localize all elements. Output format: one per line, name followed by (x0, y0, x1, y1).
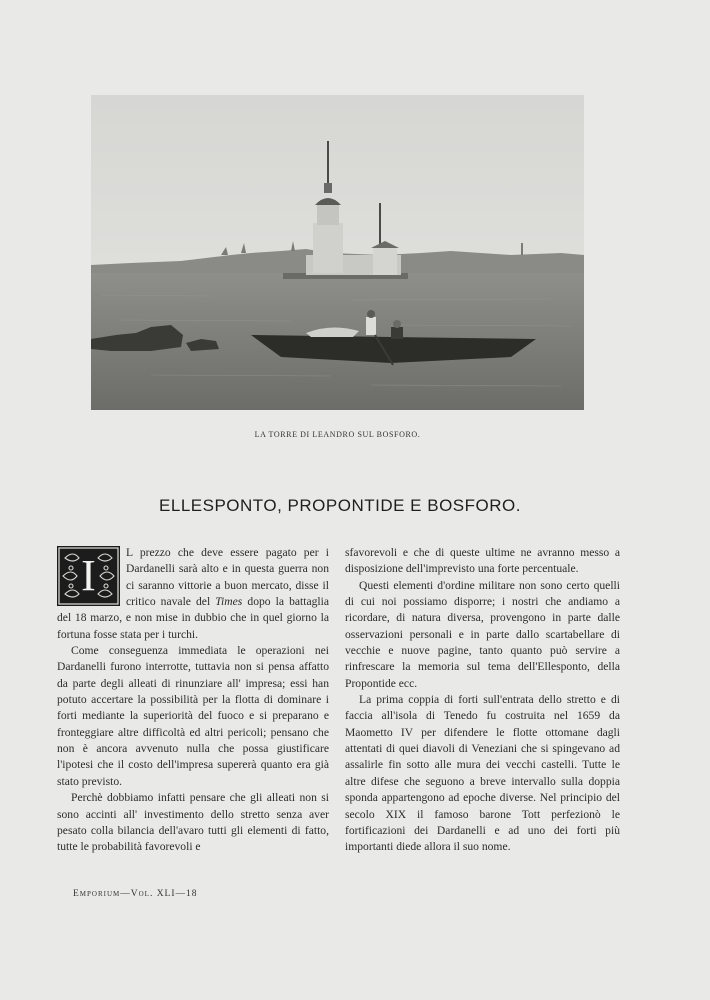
page-footer: Emporium—Vol. XLI—18 (73, 889, 198, 899)
paragraph-3-continued: sfavorevoli e che di queste ultime ne avranno messo a disposizione dell'imprevisto una forte percentuale. (345, 546, 620, 576)
paragraph-1-tail: dopo la battaglia del 18 marzo, e non mise in dubbio che in quel giorno la fortuna fosse stata per i turchi. (57, 595, 329, 641)
text-column-right (345, 545, 620, 856)
dropcap-letter: I (81, 551, 96, 600)
ornamental-dropcap (57, 546, 120, 606)
paragraph-3: Perchè dobbiamo infatti pensare che gli alleati non si sono accinti all' investimento dello stretto senza aver pesato colla bilancia dell'avaro tutti gli elementi di fatto, tutte le probabilità favorevoli e (57, 791, 329, 854)
photo-illustration (91, 95, 584, 410)
paragraph-2: Come conseguenza immediata le operazioni nei Dardanelli furono interrotte, tuttavia non si pensa affatto da parte degli alleati di rinunziare all' impresa; essi han potuto accertare la possibilità per la flotta di dominare i forti mediante la superiorità del fuoco e si preparano e fronteggiare altre difficoltà ed altri pericoli; pensano che non è ancora avvenuto nulla che possa giustificare l'ipotesi che il costo dell'impresa supererà quanto era già stato previsto. (57, 644, 329, 788)
text-column-left (57, 545, 329, 856)
paragraph-4: Questi elementi d'ordine militare non sono certo quelli di cui noi possiamo disporre; i nostri che andiamo a ricordare, di natura diversa, provengono in parte dalle osservazioni personali e in parte dallo scartabellare di vecchie e nuove pagine, tanto quanto può servire a rinfrescare la memoria sul tema dell'Ellesponto, della Propontide ecc. (345, 578, 620, 690)
times-italic: Times (215, 595, 243, 609)
photograph-leander-tower (91, 95, 584, 410)
paragraph-5: La prima coppia di forti sull'entrata dello stretto e di faccia all'isola di Tenedo fu costruita nel 1659 da Maometto IV per difendere le flotte ottomane dagli attentati di quei diavoli di Veneziani che si spingevano ad assalirle fin sotto alle mura dei vecchi castelli. Tutte le altre difese che seguono a breve intervallo sulla doppia sponda appartengono ad epoche diverse. Nel principio del secolo XIX il famoso barone Tott perfezionò le fortificazioni dei Dardanelli e ad uno dei forti più importanti diede allora il suo nome. (345, 693, 620, 854)
photo-caption: LA TORRE DI LEANDRO SUL BOSFORO. (254, 430, 421, 439)
paragraph-1 (57, 545, 329, 643)
article-title: ELLESPONTO, PROPONTIDE E BOSFORO. (159, 496, 521, 515)
paragraph-1-text: L prezzo che deve essere pagato per i Dardanelli sarà alto e in questa guerra non ci saranno vittorie a buon mercato, disse il critico navale del (126, 546, 329, 609)
